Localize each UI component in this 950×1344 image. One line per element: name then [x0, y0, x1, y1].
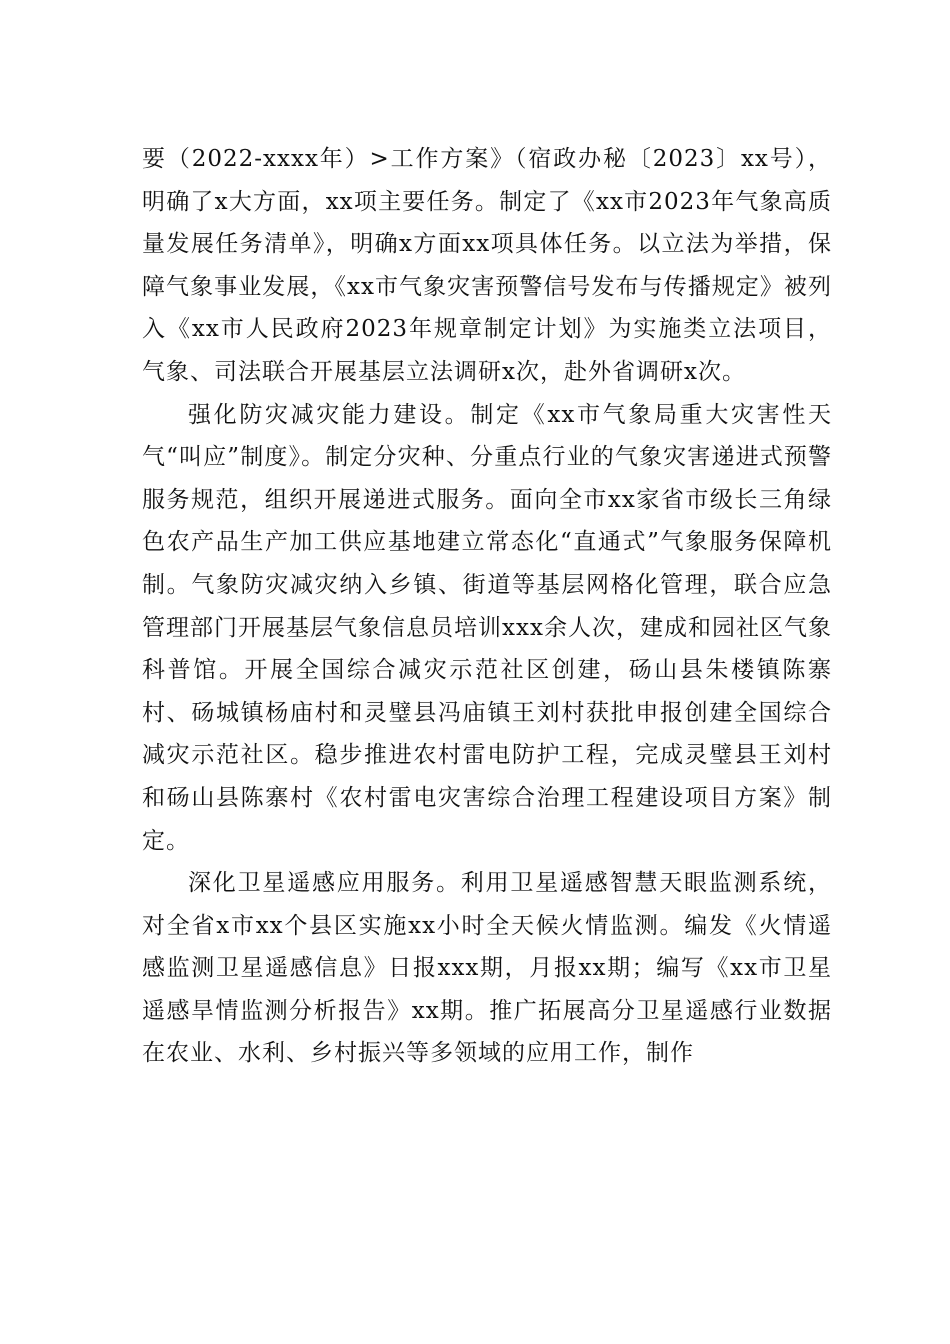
paragraph-satellite-remote-sensing: 深化卫星遥感应用服务。利用卫星遥感智慧天眼监测系统，对全省x市xx个县区实施xx小时全天候火情监测。编发《火情遥感监测卫星遥感信息》日报xxx期，月报xx期；编写《xx市卫星遥感旱情监测分析报告》xx期。推广拓展高分卫星遥感行业数据在农业、水利、乡村振兴等多领域的应用工作，制作 — [142, 870, 832, 1067]
paragraph-continuation: 要（2022-xxxx年）>工作方案》（宿政办秘〔2023〕xx号），明确了x大方面，xx项主要任务。制定了《xx市2023年气象高质量发展任务清单》，明确x方面xx项具体任务。以立法为举措，保障气象事业发展，《xx市气象灾害预警信号发布与传播规定》被列入《xx市人民政府2023年规章制定计划》为实施类立法项目，气象、司法联合开展基层立法调研x次，赴外省调研x次。 — [142, 146, 832, 385]
document-body — [142, 138, 832, 1075]
paragraph-disaster-prevention: 强化防灾减灾能力建设。制定《xx市气象局重大灾害性天气“叫应”制度》。制定分灾种、分重点行业的气象灾害递进式预警服务规范，组织开展递进式服务。面向全市xx家省市级长三角绿色农产品生产加工供应基地建立常态化“直通式”气象服务保障机制。气象防灾减灾纳入乡镇、街道等基层网格化管理，联合应急管理部门开展基层气象信息员培训xxx余人次，建成和园社区气象科普馆。开展全国综合减灾示范社区创建，砀山县朱楼镇陈寨村、砀城镇杨庙村和灵璧县冯庙镇王刘村获批申报创建全国综合减灾示范社区。稳步推进农村雷电防护工程，完成灵璧县王刘村和砀山县陈寨村《农村雷电灾害综合治理工程建设项目方案》制定。 — [142, 401, 832, 854]
